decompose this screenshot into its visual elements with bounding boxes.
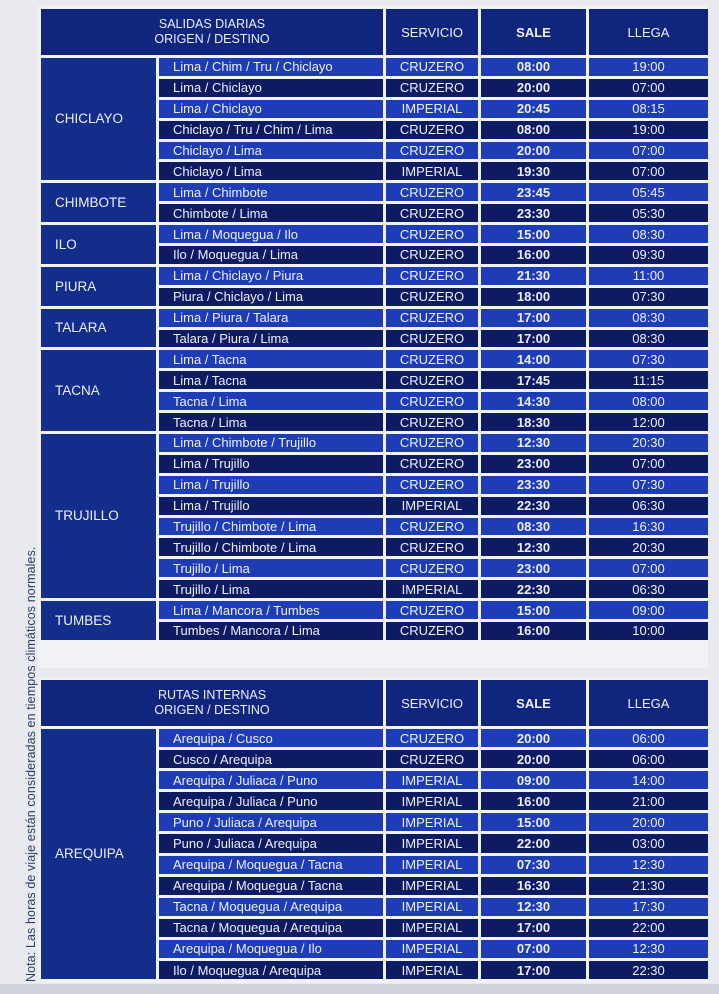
departs-cell: 23:30 [481,204,586,222]
route-cell: Lima / Trujillo [159,476,383,494]
city-cell: TUMBES [41,601,156,640]
departs-cell: 16:30 [481,877,586,895]
departs-cell: 23:30 [481,476,586,494]
route-cell: Tacna / Lima [159,392,383,410]
departs-cell: 17:45 [481,371,586,389]
service-cell: CRUZERO [386,518,478,536]
service-cell: CRUZERO [386,476,478,494]
departs-cell: 16:00 [481,246,586,264]
arrives-cell: 08:30 [589,330,708,348]
header-subtitle: ORIGEN / DESTINO [154,703,270,717]
service-cell: CRUZERO [386,729,478,747]
arrives-cell: 16:30 [589,518,708,536]
departs-cell: 08:30 [481,518,586,536]
service-cell: IMPERIAL [386,961,478,979]
arrives-cell: 06:30 [589,580,708,598]
departs-cell: 08:00 [481,121,586,139]
service-cell: CRUZERO [386,246,478,264]
table-row [41,434,708,452]
arrives-cell: 20:30 [589,434,708,452]
service-cell: IMPERIAL [386,940,478,958]
table-header-row [41,680,708,726]
table-row [41,183,708,201]
service-cell: CRUZERO [386,622,478,640]
departs-cell: 20:00 [481,729,586,747]
arrives-cell: 11:15 [589,371,708,389]
arrives-header: LLEGA [589,680,708,726]
daily-departures-table [38,6,708,668]
route-cell: Chiclayo / Lima [159,162,383,180]
route-cell: Ilo / Moquegua / Lima [159,246,383,264]
service-cell: IMPERIAL [386,162,478,180]
route-cell: Lima / Moquegua / Ilo [159,225,383,243]
table-row [41,225,708,243]
departs-cell: 15:00 [481,813,586,831]
route-cell: Ilo / Moquegua / Arequipa [159,961,383,979]
arrives-cell: 07:30 [589,288,708,306]
arrives-cell: 05:30 [589,204,708,222]
table-row [41,267,708,285]
city-cell: AREQUIPA [41,729,156,979]
header-subtitle: ORIGEN / DESTINO [154,32,270,46]
departs-cell: 23:45 [481,183,586,201]
arrives-cell: 07:30 [589,350,708,368]
departs-cell: 20:00 [481,79,586,97]
table-header-row [41,9,708,55]
service-cell: IMPERIAL [386,497,478,515]
origin-destination-header [41,680,383,726]
service-cell: IMPERIAL [386,771,478,789]
header-title: SALIDAS DIARIAS [158,17,266,31]
service-cell: CRUZERO [386,288,478,306]
route-cell: Arequipa / Moquegua / Tacna [159,856,383,874]
departs-cell: 08:00 [481,58,586,76]
internal-routes-table [38,677,708,983]
departs-cell: 18:30 [481,413,586,431]
route-cell: Trujillo / Chimbote / Lima [159,518,383,536]
route-cell: Arequipa / Juliaca / Puno [159,771,383,789]
departs-cell: 18:00 [481,288,586,306]
service-cell: IMPERIAL [386,898,478,916]
departs-header: SALE [481,680,586,726]
city-cell: TRUJILLO [41,434,156,598]
route-cell: Lima / Trujillo [159,455,383,473]
city-cell: PIURA [41,267,156,306]
service-cell: CRUZERO [386,183,478,201]
route-cell: Arequipa / Juliaca / Puno [159,792,383,810]
route-cell: Tacna / Moquegua / Arequipa [159,898,383,916]
table-row [41,350,708,368]
departs-cell: 15:00 [481,601,586,619]
arrives-cell: 07:00 [589,79,708,97]
service-cell: IMPERIAL [386,580,478,598]
arrives-cell: 09:00 [589,601,708,619]
service-cell: CRUZERO [386,392,478,410]
arrives-cell: 10:00 [589,622,708,640]
route-cell: Lima / Chiclayo / Piura [159,267,383,285]
route-cell: Lima / Mancora / Tumbes [159,601,383,619]
route-cell: Lima / Tacna [159,371,383,389]
departs-header: SALE [481,9,586,55]
departs-cell: 17:00 [481,961,586,979]
city-cell: ILO [41,225,156,264]
departs-cell: 19:30 [481,162,586,180]
departs-cell: 17:00 [481,919,586,937]
service-header: SERVICIO [386,680,478,726]
departs-cell: 12:30 [481,434,586,452]
departs-cell: 20:00 [481,142,586,160]
service-cell: IMPERIAL [386,834,478,852]
service-cell: CRUZERO [386,750,478,768]
route-cell: Lima / Chim / Tru / Chiclayo [159,58,383,76]
route-cell: Trujillo / Chimbote / Lima [159,538,383,556]
arrives-cell: 12:00 [589,413,708,431]
arrives-cell: 17:30 [589,898,708,916]
service-cell: CRUZERO [386,225,478,243]
internal-routes-grid [38,677,711,982]
arrives-cell: 08:30 [589,225,708,243]
arrives-cell: 12:30 [589,940,708,958]
departs-cell: 23:00 [481,455,586,473]
service-cell: CRUZERO [386,601,478,619]
arrives-cell: 21:00 [589,792,708,810]
departs-cell: 15:00 [481,225,586,243]
departs-cell: 09:00 [481,771,586,789]
arrives-cell: 07:00 [589,455,708,473]
service-cell: CRUZERO [386,413,478,431]
service-cell: CRUZERO [386,79,478,97]
service-cell: CRUZERO [386,350,478,368]
city-cell: TALARA [41,309,156,348]
service-cell: CRUZERO [386,309,478,327]
service-cell: CRUZERO [386,121,478,139]
daily-departures-grid [38,6,711,643]
table-row [41,729,708,747]
arrives-cell: 12:30 [589,856,708,874]
city-cell: TACNA [41,350,156,431]
arrives-cell: 11:00 [589,267,708,285]
service-cell: IMPERIAL [386,919,478,937]
service-cell: CRUZERO [386,371,478,389]
city-cell: CHICLAYO [41,58,156,180]
service-cell: IMPERIAL [386,100,478,118]
city-cell: CHIMBOTE [41,183,156,222]
route-cell: Piura / Chiclayo / Lima [159,288,383,306]
arrives-cell: 08:30 [589,309,708,327]
route-cell: Chiclayo / Tru / Chim / Lima [159,121,383,139]
header-title: RUTAS INTERNAS [157,688,267,702]
departs-cell: 12:30 [481,898,586,916]
service-cell: CRUZERO [386,267,478,285]
route-cell: Arequipa / Moquegua / Ilo [159,940,383,958]
departs-cell: 22:00 [481,834,586,852]
arrives-cell: 06:00 [589,750,708,768]
departs-cell: 07:30 [481,856,586,874]
service-cell: CRUZERO [386,455,478,473]
route-cell: Lima / Chiclayo [159,100,383,118]
route-cell: Puno / Juliaca / Arequipa [159,834,383,852]
arrives-cell: 20:30 [589,538,708,556]
departs-cell: 16:00 [481,622,586,640]
route-cell: Chimbote / Lima [159,204,383,222]
route-cell: Puno / Juliaca / Arequipa [159,813,383,831]
arrives-header: LLEGA [589,9,708,55]
route-cell: Talara / Piura / Lima [159,330,383,348]
page-edge [0,984,719,994]
service-cell: CRUZERO [386,204,478,222]
service-header: SERVICIO [386,9,478,55]
route-cell: Tacna / Moquegua / Arequipa [159,919,383,937]
arrives-cell: 22:00 [589,919,708,937]
departs-cell: 16:00 [481,792,586,810]
arrives-cell: 07:00 [589,142,708,160]
arrives-cell: 05:45 [589,183,708,201]
service-cell: CRUZERO [386,538,478,556]
route-cell: Arequipa / Cusco [159,729,383,747]
arrives-cell: 09:30 [589,246,708,264]
route-cell: Arequipa / Moquegua / Tacna [159,877,383,895]
arrives-cell: 08:00 [589,392,708,410]
departs-cell: 20:45 [481,100,586,118]
departs-cell: 21:30 [481,267,586,285]
departs-cell: 22:30 [481,497,586,515]
departs-cell: 12:30 [481,538,586,556]
arrives-cell: 19:00 [589,121,708,139]
route-cell: Lima / Trujillo [159,497,383,515]
route-cell: Lima / Chimbote [159,183,383,201]
service-cell: IMPERIAL [386,856,478,874]
departs-cell: 20:00 [481,750,586,768]
departs-cell: 23:00 [481,559,586,577]
table-row [41,58,708,76]
route-cell: Tacna / Lima [159,413,383,431]
arrives-cell: 08:15 [589,100,708,118]
arrives-cell: 06:30 [589,497,708,515]
arrives-cell: 06:00 [589,729,708,747]
departs-cell: 14:00 [481,350,586,368]
service-cell: IMPERIAL [386,813,478,831]
table-row [41,309,708,327]
departs-cell: 17:00 [481,330,586,348]
arrives-cell: 19:00 [589,58,708,76]
arrives-cell: 22:30 [589,961,708,979]
service-cell: CRUZERO [386,559,478,577]
service-cell: IMPERIAL [386,792,478,810]
route-cell: Trujillo / Lima [159,580,383,598]
arrives-cell: 03:00 [589,834,708,852]
arrives-cell: 07:00 [589,162,708,180]
arrives-cell: 14:00 [589,771,708,789]
route-cell: Lima / Piura / Talara [159,309,383,327]
service-cell: CRUZERO [386,58,478,76]
arrives-cell: 07:00 [589,559,708,577]
departs-cell: 07:00 [481,940,586,958]
departs-cell: 14:30 [481,392,586,410]
route-cell: Tumbes / Mancora / Lima [159,622,383,640]
route-cell: Lima / Tacna [159,350,383,368]
origin-destination-header [41,9,383,55]
route-cell: Cusco / Arequipa [159,750,383,768]
table-row [41,601,708,619]
service-cell: CRUZERO [386,434,478,452]
service-cell: CRUZERO [386,142,478,160]
route-cell: Lima / Chimbote / Trujillo [159,434,383,452]
arrives-cell: 07:30 [589,476,708,494]
arrives-cell: 21:30 [589,877,708,895]
travel-time-note: Nota: Las horas de viaje están consideradas en tiempos climáticos normales. [24,546,38,982]
departs-cell: 17:00 [481,309,586,327]
departs-cell: 22:30 [481,580,586,598]
arrives-cell: 20:00 [589,813,708,831]
service-cell: CRUZERO [386,330,478,348]
route-cell: Chiclayo / Lima [159,142,383,160]
route-cell: Lima / Chiclayo [159,79,383,97]
route-cell: Trujillo / Lima [159,559,383,577]
service-cell: IMPERIAL [386,877,478,895]
